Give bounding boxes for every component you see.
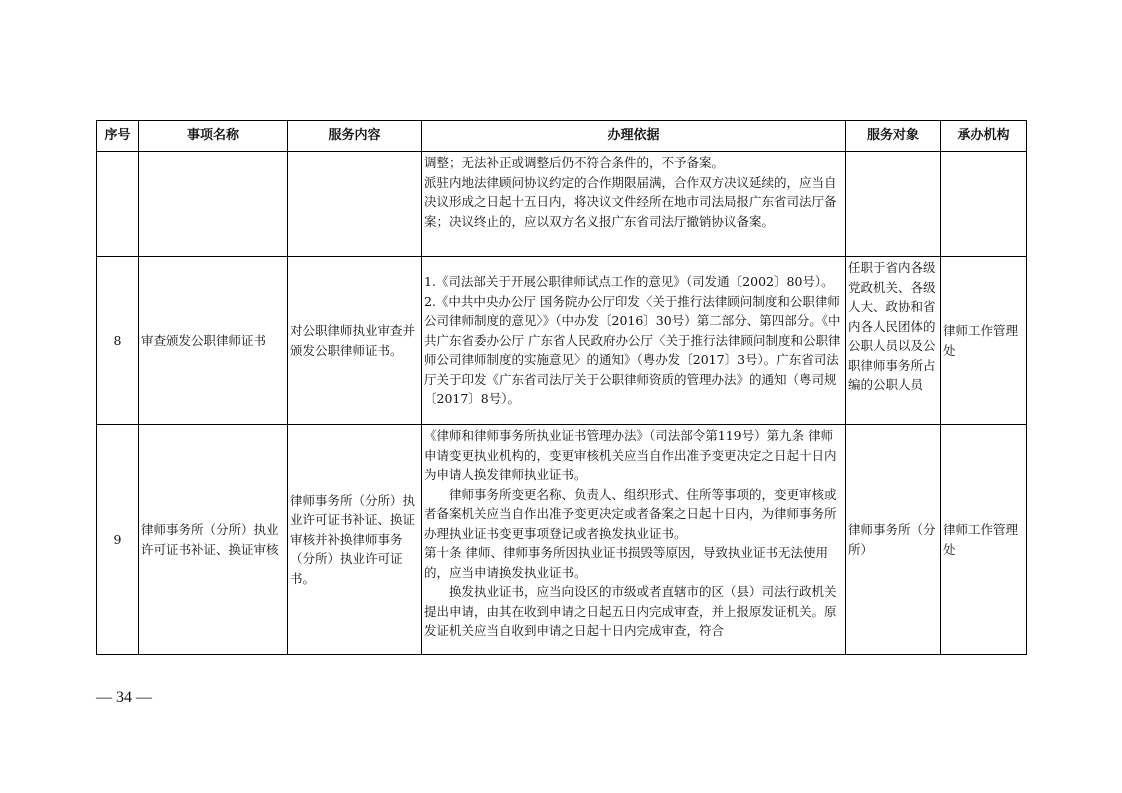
basis-paragraph: 1.《司法部关于开展公职律师试点工作的意见》（司发通〔2002〕80号）。2.《中共中央办公厅 国务院办公厅印发〈关于推行法律顾问制度和公职律师公司律师制度的意见〉》（中办发〔2016〕30号）第二部分、第四部分。《中共广东省委办公厅 广东省人民政府办公厅〈关于推行法律顾问制度和公职律师公司律师制度的实施意见〉的通知》（粤办发〔2017〕3号）。广东省司法厅关于印发《广东省司法厅关于公职律师资质的管理办法》的通知（粤司规〔2017〕8号）。 <box>424 274 841 407</box>
table-row <box>97 257 1027 425</box>
row-service-content: 对公职律师执业审查并颁发公职律师证书。 <box>288 257 422 425</box>
basis-paragraph: 第十条 律师、律师事务所因执业证书损毁等原因，导致执业证书无法使用的，应当申请换发执业证书。 <box>424 545 828 580</box>
row-number <box>97 152 139 257</box>
row-handling-agency: 律师工作管理处 <box>941 425 1027 655</box>
row-service-target: 任职于省内各级党政机关、各级人大、政协和省内各人民团体的公职人员以及公职律师事务所占编的公职人员 <box>846 257 941 425</box>
header-service-content: 服务内容 <box>288 121 422 152</box>
row-legal-basis <box>422 257 846 425</box>
row-legal-basis <box>422 152 846 257</box>
row-item-name <box>139 152 288 257</box>
page-number: — 34 — <box>96 689 152 706</box>
header-service-target: 服务对象 <box>846 121 941 152</box>
table-row <box>97 152 1027 257</box>
row-service-content <box>288 152 422 257</box>
basis-paragraph: 律师事务所变更名称、负责人、组织形式、住所等事项的，变更审核或者备案机关应当自作出准予变更决定或者备案之日起十日内，为律师事务所办理执业证书变更事项登记或者换发执业证书。 <box>424 486 837 541</box>
row-handling-agency <box>941 152 1027 257</box>
row-legal-basis <box>422 425 846 655</box>
row-service-target: 律师事务所（分所） <box>846 425 941 655</box>
row-number: 8 <box>97 257 139 425</box>
basis-paragraph: 换发执业证书，应当向设区的市级或者直辖市的区（县）司法行政机关提出申请，由其在收到申请之日起五日内完成审查，并上报原发证机关。原发证机关应当自收到申请之日起十日内完成审查，符合 <box>424 584 837 638</box>
header-item-name: 事项名称 <box>139 121 288 152</box>
header-handling-agency: 承办机构 <box>941 121 1027 152</box>
row-number: 9 <box>97 425 139 655</box>
service-items-table <box>96 120 1027 655</box>
basis-paragraph: 派驻内地法律顾问协议约定的合作期限届满，合作双方决议延续的，应当自决议形成之日起十五日内，将决议文件经所在地市司法局报广东省司法厅备案；决议终止的，应以双方名义报广东省司法厅撤销协议备案。 <box>424 174 837 229</box>
basis-paragraph: 《律师和律师事务所执业证书管理办法》（司法部令第119号）第九条 律师申请变更执业机构的，变更审核机关应当自作出准予变更决定之日起十日内为申请人换发律师执业证书。 <box>424 428 837 482</box>
row-item-name: 律师事务所（分所）执业许可证书补证、换证审核 <box>139 425 288 655</box>
header-serial-number: 序号 <box>97 121 139 152</box>
row-service-target <box>846 152 941 257</box>
row-service-content: 律师事务所（分所）执业许可证书补证、换证审核并补换律师事务（分所）执业许可证书。 <box>288 425 422 655</box>
table-header-row <box>97 121 1027 152</box>
row-item-name: 审查颁发公职律师证书 <box>139 257 288 425</box>
table-row <box>97 425 1027 655</box>
header-legal-basis: 办理依据 <box>422 121 846 152</box>
basis-paragraph: 调整；无法补正或调整后仍不符合条件的，不予备案。 <box>424 155 725 170</box>
row-handling-agency: 律师工作管理处 <box>941 257 1027 425</box>
